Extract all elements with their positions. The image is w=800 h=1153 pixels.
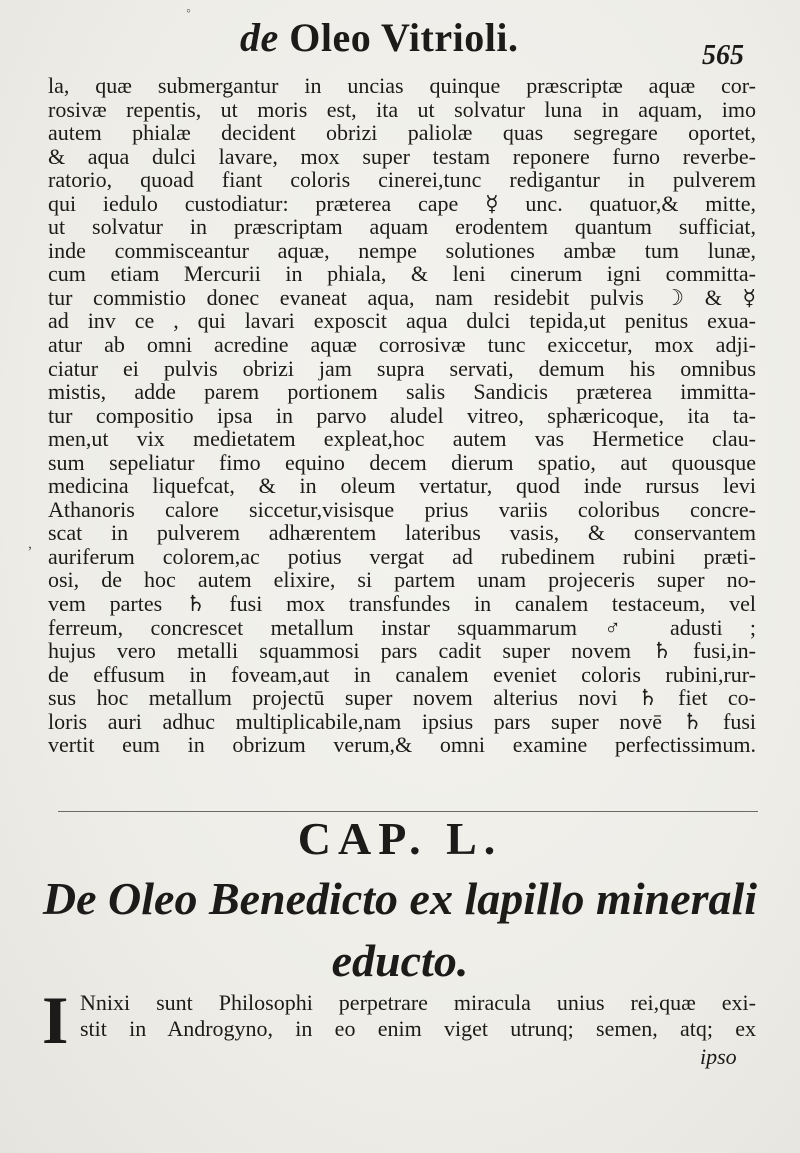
text-line: ratorio, quoad fiant coloris cinerei,tunc redigantur in pulverem	[48, 167, 756, 193]
text-line: osi, de hoc autem elixire, si partem unam projeceris super no-	[48, 567, 756, 593]
text-line: medicina liquefcat, & in oleum vertatur, quod inde rursus levi	[48, 473, 756, 499]
text-line: mistis, adde parem portionem salis Sandicis præterea immitta-	[48, 379, 756, 405]
text-line: tur compositio ipsa in parvo aludel vitreo, sphæricoque, ita ta-	[48, 402, 756, 428]
text-line: ciatur ei pulvis obrizi jam supra servati, demum his omnibus	[48, 355, 756, 381]
text-line: autem phialæ decident obrizi paliolæ quas segregare oportet,	[48, 120, 756, 146]
running-head-title: Oleo Vitrioli.	[289, 15, 519, 60]
page-number: 565	[702, 40, 744, 71]
text-line: inde commisceantur aquæ, nempe solutiones ambæ tum lunæ,	[48, 237, 756, 263]
text-line: de effusum in foveam,aut in canalem eveniet coloris rubini,rur-	[48, 661, 756, 687]
margin-mark: ,	[28, 535, 32, 552]
chapter-number: CAP. L.	[297, 813, 503, 864]
text-line: vertit eum in obrizum verum,& omni examine perfectissimum.	[48, 732, 756, 758]
chapter-title	[0, 868, 800, 992]
text-line: & aqua dulci lavare, mox super testam reponere furno reverbe-	[48, 143, 756, 169]
chapter-title-line: educto.	[331, 935, 469, 986]
text-line: tur commistio donec evaneat aqua, nam residebit pulvis ☽ & ☿	[48, 284, 756, 310]
text-line: sum sepeliatur fimo equino decem dierum spatio, aut quousque	[48, 449, 756, 475]
text-line: Athanoris calore siccetur,visisque prius variis coloribus concre-	[48, 496, 756, 522]
text-line: stit in Androgyno, in eo enim viget utrunq; semen, atq; ex	[80, 1016, 756, 1041]
body-text	[48, 74, 756, 757]
drop-cap: I	[42, 982, 69, 1058]
text-line: scat in pulverem adhærentem lateribus vasis, & conservantem	[48, 520, 756, 546]
text-line: loris auri adhuc multiplicabile,nam ipsius pars super novē ♄ fusi	[48, 708, 756, 734]
running-head-prefix: de	[240, 15, 279, 60]
text-line: rosivæ repentis, ut moris est, ita ut solvatur luna in aquam, imo	[48, 96, 756, 122]
text-line: hujus vero metalli squammosi pars cadit super novem ♄ fusi,in-	[48, 638, 756, 664]
text-line: ad inv ce , qui lavari exposcit aqua dulci tepida,ut penitus exua-	[48, 308, 756, 334]
chapter-body	[48, 990, 756, 1042]
text-line: la, quæ submergantur in uncias quinque præscriptæ aquæ cor-	[48, 73, 756, 98]
text-line: cum etiam Mercurii in phiala, & leni cinerum igni committa-	[48, 261, 756, 287]
running-head	[240, 14, 518, 61]
chapter-title-line: De Oleo Benedicto ex lapillo minerali	[42, 873, 758, 924]
text-line: ferreum, concrescet metallum instar squammarum ♂ adusti ;	[48, 614, 756, 640]
text-line: atur ab omni acredine aquæ corrosivæ tunc exiccetur, mox adji-	[48, 332, 756, 358]
text-line: ut solvatur in præscriptam aquam erodentem quantum sufficiat,	[48, 214, 756, 240]
text-line: Nnixi sunt Philosophi perpetrare miracula unius rei,quæ exi-	[80, 990, 756, 1015]
text-line: auriferum colorem,ac potius vergat ad rubedinem rubini præti-	[48, 543, 756, 569]
text-line: qui iedulo custodiatur: præterea cape ☿ unc. quatuor,& mitte,	[48, 190, 756, 216]
text-line: sus hoc metallum projectū super novem alterius novi ♄ fiet co-	[48, 685, 756, 711]
text-line: vem partes ♄ fusi mox transfundes in canalem testaceum, vel	[48, 591, 756, 617]
top-dot-mark: ◦	[186, 4, 191, 19]
catchword: ipso	[700, 1044, 737, 1069]
text-line: men,ut vix medietatem expleat,hoc autem vas Hermetice clau-	[48, 426, 756, 452]
